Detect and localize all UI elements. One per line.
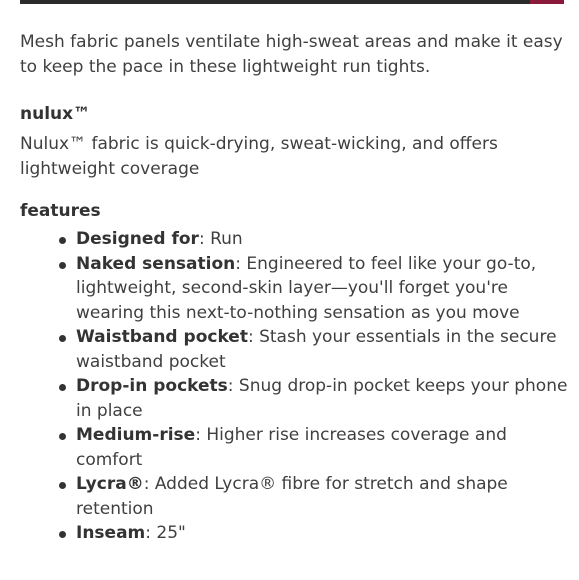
list-item (76, 227, 570, 252)
list-item (76, 325, 570, 374)
list-item (76, 521, 570, 546)
bullet-icon (59, 262, 66, 269)
feature-term: Designed for (76, 229, 199, 249)
feature-term: Medium-rise (76, 425, 196, 445)
features-heading: features (20, 201, 101, 221)
feature-term: Inseam (76, 523, 146, 543)
list-item (76, 423, 570, 472)
bullet-icon (59, 433, 66, 440)
feature-term: Lycra® (76, 474, 144, 494)
feature-desc: : 25" (145, 523, 186, 543)
feature-term: Naked sensation (76, 253, 236, 274)
feature-term: Drop-in pockets (76, 376, 228, 396)
product-description (20, 30, 570, 546)
feature-desc: : Added Lycra® fibre for stretch and shape retention (76, 474, 508, 519)
bullet-icon (59, 482, 66, 489)
list-item (76, 252, 570, 326)
intro-paragraph: Mesh fabric panels ventilate high-sweat areas and make it easy to keep the pace in these lightweight run tights. (20, 32, 563, 77)
bullet-icon (59, 237, 66, 244)
nulux-heading: nulux™ (20, 104, 91, 124)
feature-desc: : Engineered to feel like your go-to, lightweight, second-skin layer—you'll forget you're wearing this next-to-nothing sensation as you move (76, 253, 537, 323)
bullet-icon (59, 335, 66, 342)
feature-desc: : Higher rise increases coverage and comfort (76, 425, 507, 470)
feature-desc: : Run (198, 229, 243, 249)
feature-desc: : Snug drop-in pocket keeps your phone in place (76, 376, 568, 421)
top-accent-bar (530, 0, 564, 4)
feature-desc: : Stash your essentials in the secure waistband pocket (76, 327, 557, 372)
nulux-paragraph: Nulux™ fabric is quick-drying, sweat-wicking, and offers lightweight coverage (20, 134, 498, 179)
list-item (76, 374, 570, 423)
bullet-icon (59, 384, 66, 391)
features-list (20, 227, 570, 546)
bullet-icon (59, 531, 66, 538)
top-divider-bar (20, 0, 564, 4)
feature-term: Waistband pocket (76, 327, 248, 347)
list-item (76, 472, 570, 521)
